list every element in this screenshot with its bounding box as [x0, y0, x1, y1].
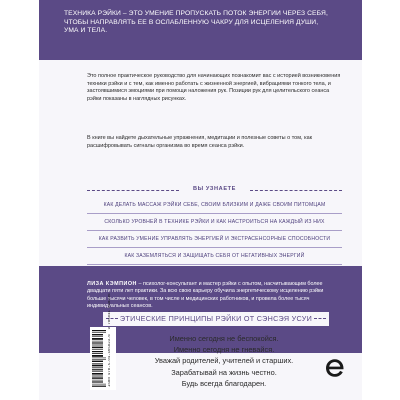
isbn-barcode: [90, 293, 116, 390]
principle-item: Уважай родителей, учителей и старших.: [154, 356, 294, 366]
principle-item: Именно сегодня не беспокойся.: [169, 334, 279, 343]
learn-item-text: КАК ДЕЛАТЬ МАССАЖ РЭЙКИ СЕБЕ, СВОИМ БЛИЗКИМ И ДАЖЕ СВОИМ ПИТОМЦАМ: [103, 202, 326, 208]
learn-item: [87, 248, 342, 265]
principles-heading: [103, 312, 329, 326]
publisher-e-logo-icon: [323, 356, 347, 380]
learn-heading-label: ВЫ УЗНАЕТЕ: [192, 186, 236, 192]
learn-heading-divider-right: [250, 190, 342, 191]
learn-list: [87, 197, 342, 265]
learn-item: [87, 214, 342, 231]
intro-paragraph: Это полное практическое руководство для начинающих познакомит вас с историей возникновения техники рэйки и с тем, как именно работать с жизненной энергией, вибрациями тонкого тела, и застоявшимися эмоциями при помощи наложения рук. Позиции рук для целительского сеанса рэйки показаны в наглядных рисунках.: [87, 73, 341, 102]
author-bio-text: – психолог-консультант и мастер рэйки с опытом, насчитывающим более двадцати пяти лет практики. За всю свою карьеру обучила энергетическому исцелению рэйки больше тысячи человек, в том числе и медицинских работников, и провела более тысяч индивидуальных сеансов.: [87, 281, 324, 310]
learn-item-text: СКОЛЬКО УРОВНЕЙ В ТЕХНИКЕ РЭЙКИ И КАК НАСТРОИТЬСЯ НА КАЖДЫЙ ИЗ НИХ: [104, 219, 325, 225]
learn-item: [87, 197, 342, 214]
book-info-paragraph: В книге вы найдете дыхательные упражнения, медитации и полезные советы о том, как расшифровывать сигналы организма во время сеанса рэйки.: [87, 135, 313, 149]
barcode-digits: 9 785041 658236: [108, 293, 112, 330]
principles-list: [139, 333, 309, 389]
book-back-cover: [39, 0, 362, 400]
banner-text: ТЕХНИКА РЭЙКИ – ЭТО УМЕНИЕ ПРОПУСКАТЬ ПОТОК ЭНЕРГИИ ЧЕРЕЗ СЕБЯ, ЧТОБЫ НАПРАВЛЯТЬ ЕЕ В ОСЛАБЛЕННУЮ ЧАКРУ ДЛЯ ИСЦЕЛЕНИЯ ДУШИ, УМА И ТЕЛА.: [64, 10, 328, 35]
author-name: ЛИЗА КЭМПИОН: [87, 281, 137, 287]
top-banner: [39, 0, 362, 60]
principles-heading-label: ЭТИЧЕСКИЕ ПРИНЦИПЫ РЭЙКИ ОТ СЭНСЭЯ УСУИ: [119, 314, 313, 323]
barcode-bars: [92, 330, 106, 387]
principle-item: Именно сегодня не гневайся.: [173, 345, 275, 355]
learn-heading: [87, 186, 342, 194]
isbn-text: [108, 293, 115, 387]
principle-item: Будь всегда благодарен.: [181, 378, 267, 388]
learn-item-text: КАК ЗАЗЕМЛЯТЬСЯ И ЗАЩИЩАТЬ СЕБЯ ОТ НЕГАТИВНЫХ ЭНЕРГИЙ: [124, 253, 305, 259]
learn-item: [87, 231, 342, 248]
isbn-number: ISBN 978-5-04-165823-6: [108, 334, 112, 387]
principle-item: Зарабатывай на жизнь честно.: [171, 367, 277, 377]
learn-item-text: КАК РАЗВИТЬ УМЕНИЕ УПРАВЛЯТЬ ЭНЕРГИЕЙ И ЭКСТРАСЕНСОРНЫЕ СПОСОБНОСТИ: [98, 236, 331, 242]
author-bio: [87, 281, 342, 311]
principles-heading-dash-right: [314, 318, 326, 319]
